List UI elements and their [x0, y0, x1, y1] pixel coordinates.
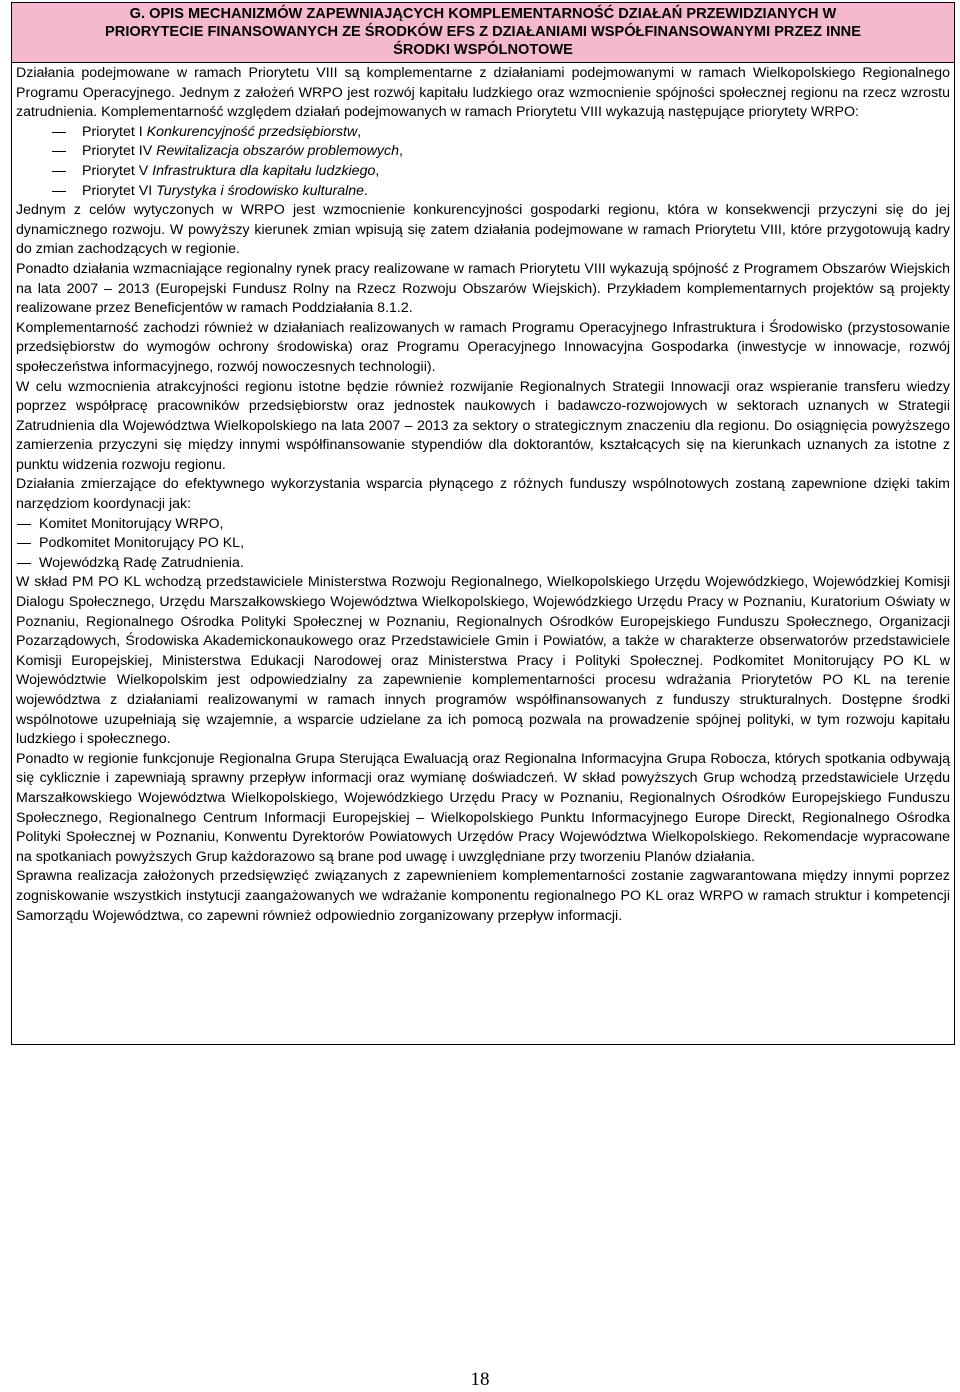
priority-prefix: Priorytet V: [82, 162, 153, 179]
list-item: [16, 534, 950, 554]
list-item: [16, 123, 950, 143]
section-body: [12, 63, 954, 926]
paragraph-1: Działania podejmowane w ramach Priorytetu VIII są komplementarne z działaniami podejmowanymi w ramach Wielkopolskiego Regionalnego Programu Operacyjnego. Jednym z założeń WRPO jest rozwój kapitału ludzkiego oraz wzmocnienie spójności społecznej regionu na rzecz wzrostu zatrudnienia. Komplementarność względem działań podejmowanych w ramach Priorytetu VIII wykazują następujące priorytety WRPO:: [16, 65, 950, 121]
priority-suffix: ,: [357, 123, 362, 140]
paragraph-7: W skład PM PO KL wchodzą przedstawiciele Ministerstwa Rozwoju Regionalnego, Wielkopolskiego Urzędu Wojewódzkiego, Wojewódzkiej Komisji Dialogu Społecznego, Urzędu Marszałkowskiego Województwa Wielkopolskiego, Wojewódzkiego Urzędu Pracy w Poznaniu, Kuratorium Oświaty w Poznaniu, Regionalnego Ośrodka Polityki Społecznej w Poznaniu, Regionalnych Ośrodków Europejskiego Funduszu Społecznego, Organizacji Pozarządowych, Środowiska Akademickonaukowego oraz Przedstawiciele Gmin i Powiatów, a także w charakterze obserwatorów przedstawiciele Komisji Europejskiej, Ministerstwa Edukacji Narodowej oraz Ministerstwa Pracy i Polityki Społecznej. Podkomitet Monitorujący PO KL w Województwie Wielkopolskim jest odpowiedzialny za zapewnienie komplementarności procesu wdrażania Priorytetów PO KL na terenie województwa z działaniami realizowanymi w ramach innych programów współfinansowanych z funduszy strukturalnych. Dostępne środki wspólnotowe uzupełniają się wzajemnie, a wsparcie udzielane za ich pomocą pozwala na prowadzenie spójnej polityki, w tym rozwoju kapitału ludzkiego i społecznego.: [16, 574, 950, 748]
dash-bullet-icon: [52, 151, 66, 152]
section-title-line-3: ŚRODKI WSPÓLNOTOWE: [393, 42, 573, 58]
priority-suffix: ,: [375, 162, 380, 179]
priorities-list: [16, 123, 950, 201]
priority-suffix: .: [364, 182, 368, 199]
dash-bullet-icon: [17, 563, 31, 564]
paragraph-8: Ponadto w regionie funkcjonuje Regionalna Grupa Sterująca Ewaluacją oraz Regionalna Informacyjna Grupa Robocza, których spotkania odbywają się cyklicznie i zapewniają sprawny przepływ informacji oraz wymianę doświadczeń. W skład powyższych Grup wchodzą przedstawiciele Urzędu Marszałkowskiego Województwa Wielkopolskiego, Wojewódzkiego Urzędu Pracy w Poznaniu, Regionalnych Ośrodków Europejskiego Funduszu Społecznego, Regionalnego Centrum Informacji Europejskiej – Wielkopolskiego Punktu Informacyjnego Europe Direckt, Regionalnego Ośrodka Polityki Społecznej w Poznaniu, Konwentu Dyrektorów Powiatowych Urzędów Pracy Województwa Wielkopolskiego. Rekomendacje wypracowane na spotkaniach powyższych Grup każdorazowo są brane pod uwagę i uwzględniane przy tworzeniu Planów działania.: [16, 750, 950, 865]
tool-label: Podkomitet Monitorujący PO KL,: [39, 535, 245, 552]
tool-label: Komitet Monitorujący WRPO,: [39, 515, 224, 532]
coordination-tools-list: [16, 515, 950, 574]
tool-label: Wojewódzką Radę Zatrudnienia.: [39, 554, 244, 571]
priority-prefix: Priorytet I: [82, 123, 147, 140]
page-number: 18: [470, 1369, 490, 1390]
priority-prefix: Priorytet VI: [82, 182, 157, 199]
list-item: [16, 142, 950, 162]
paragraph-3: Ponadto działania wzmacniające regionalny rynek pracy realizowane w ramach Priorytetu VIII wykazują spójność z Programem Obszarów Wiejskich na lata 2007 – 2013 (Europejski Fundusz Rolny na Rzecz Rozwoju Obszarów Wiejskich). Przykładem komplementarnych projektów są projekty realizowane przez Beneficjentów w ramach Poddziałania 8.1.2.: [16, 260, 950, 317]
priority-name: Infrastruktura dla kapitału ludzkiego: [152, 162, 376, 179]
list-item: [16, 162, 950, 182]
priority-name: Turystyka i środowisko kulturalne: [156, 182, 365, 199]
section-box: [11, 2, 955, 1045]
dash-bullet-icon: [17, 524, 31, 525]
priority-name: Konkurencyjność przedsiębiorstw: [146, 123, 358, 140]
list-item: [16, 182, 950, 202]
section-title: [12, 3, 954, 63]
dash-bullet-icon: [52, 171, 66, 172]
section-title-line-2: PRIORYTECIE FINANSOWANYCH ZE ŚRODKÓW EFS Z DZIAŁANIAMI WSPÓŁFINANSOWANYMI PRZEZ INNE: [105, 24, 861, 40]
dash-bullet-icon: [52, 132, 66, 133]
dash-bullet-icon: [52, 191, 66, 192]
priority-name: Rewitalizacja obszarów problemowych: [156, 143, 399, 160]
list-item: [16, 554, 950, 574]
priority-suffix: ,: [399, 143, 403, 160]
priority-prefix: Priorytet IV: [82, 143, 157, 160]
paragraph-4: Komplementarność zachodzi również w działaniach realizowanych w ramach Programu Operacyjnego Infrastruktura i Środowisko (przystosowanie przedsiębiorstw do wymogów ochrony środowiska) oraz Programu Operacyjnego Innowacyjna Gospodarka (inwestycje w innowacje, rozwój społeczeństwa informacyjnego, rozwój nowoczesnych technologii).: [16, 319, 950, 375]
list-item: [16, 515, 950, 535]
paragraph-5: W celu wzmocnienia atrakcyjności regionu istotne będzie również rozwijanie Regionalnych Strategii Innowacji oraz wspieranie transferu wiedzy poprzez współpracę pracowników przedsiębiorstw oraz jednostek naukowych i badawczo-rozwojowych w sektorach uznanych w Strategii Zatrudnienia dla Województwa Wielkopolskiego na lata 2007 – 2013 za sektory o strategicznym znaczeniu dla regionu. Do osiągnięcia powyższego zamierzenia przyczyni się między innymi współfinansowanie stypendiów dla doktorantów, kształcących się na kierunkach uznanych za istotne z punktu widzenia rozwoju regionu.: [16, 378, 950, 473]
dash-bullet-icon: [17, 543, 31, 544]
paragraph-9: Sprawna realizacja założonych przedsięwzięć związanych z zapewnieniem komplementarności zostanie zagwarantowana między innymi poprzez zogniskowanie wszystkich instytucji zaangażowanych we wdrażanie komponentu regionalnego PO KL oraz WRPO w ramach struktur i kompetencji Samorządu Województwa, co zapewni również odpowiednio zorganizowany przepływ informacji.: [16, 868, 950, 924]
paragraph-2: Jednym z celów wytyczonych w WRPO jest wzmocnienie konkurencyjności gospodarki regionu, która w konsekwencji przyczyni się do jej dynamicznego rozwoju. W powyższy kierunek zmian wpisują się zatem działania podejmowane w ramach Priorytetu VIII, które przygotowują kadry do zmian zachodzących w regionie.: [16, 202, 950, 258]
section-title-line-1: G. OPIS MECHANIZMÓW ZAPEWNIAJĄCYCH KOMPLEMENTARNOŚĆ DZIAŁAŃ PRZEWIDZIANYCH W: [129, 6, 837, 22]
paragraph-6: Działania zmierzające do efektywnego wykorzystania wsparcia płynącego z różnych funduszy wspólnotowych zostaną zapewnione dzięki takim narzędziom koordynacji jak:: [16, 476, 950, 513]
